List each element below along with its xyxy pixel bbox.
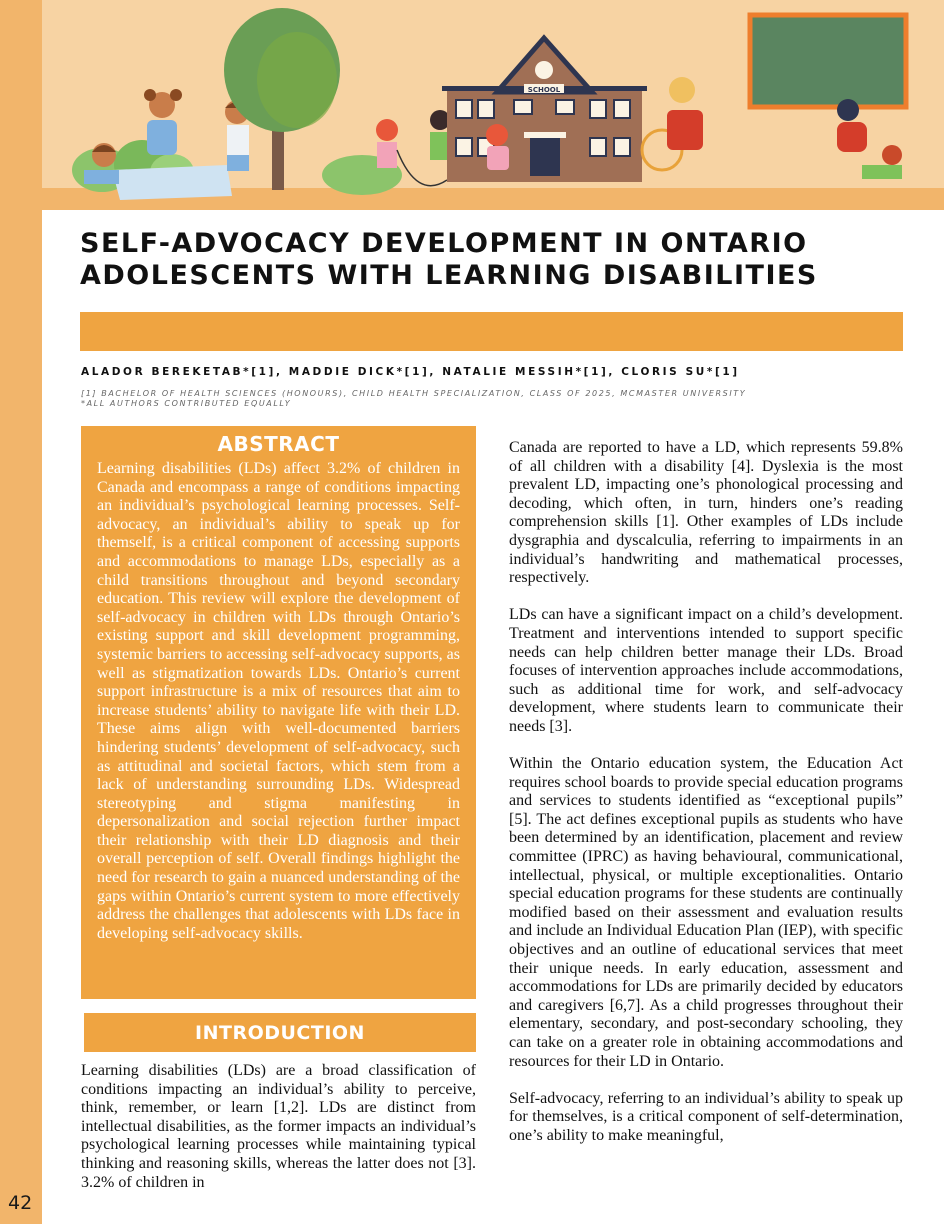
abstract-text: Learning disabilities (LDs) affect 3.2% of children in Canada and encompass a range of conditions impacting an individual’s psychological learning processes. Self-advocacy, an individual’s ability to speak up for themself, is a critical component of accessing supports and accommodations to manage LDs, especially as a child transitions throughout and beyond secondary education. This review will explore the development of self-advocacy in children with LDs through Ontario’s existing support and skill development programming, systemic barriers to accessing self-advocacy supports, as well as stigmatization towards LDs. Ontario’s current support infrastructure is a mix of resources that aim to increase students’ ability to navigate life with their LD. These aims align with well-documented barriers hindering students’ development of self-advocacy, such as attitudinal and societal factors, which stem from a lack of understanding surrounding LDs. Widespread stereotyping and stigma manifesting in depersonalization and social rejection further impact their relationship with their LD diagnosis and their overall perception of self. Overall findings highlight the need for research to gain a nuanced understanding of the gaps within Ontario’s current system to more effectively address the challenges that adolescents with LDs face in developing self-advocacy skills. xyxy=(97,460,460,942)
introduction-heading: INTRODUCTION xyxy=(195,1021,365,1044)
abstract-section xyxy=(81,426,476,999)
intro-paragraph: Learning disabilities (LDs) are a broad classification of conditions impacting an individual’s ability to perceive, think, remember, or learn [1,2]. LDs are distinct from intellectual disabilities, as the former impacts an individual’s psychological learning processes while maintaining typical thinking and reasoning skills, whereas the latter does not [3]. 3.2% of children in xyxy=(81,1062,476,1191)
affiliation: [1] BACHELOR OF HEALTH SCIENCES (HONOURS), CHILD HEALTH SPECIALIZATION, CLASS OF 2025, MCMASTER UNIVERSITY xyxy=(81,389,747,398)
title-line-2: ADOLESCENTS WITH LEARNING DISABILITIES xyxy=(80,260,818,291)
introduction-heading-box xyxy=(84,1013,476,1052)
title-accent-bar xyxy=(80,312,903,351)
intro-paragraph: Self-advocacy, referring to an individual’s ability to speak up for themselves, is a critical component of self-determination, one’s ability to make meaningful, xyxy=(509,1089,903,1144)
intro-paragraph: Within the Ontario education system, the Education Act requires school boards to provide special education programs and services to students identified as “exceptional pupils” [5]. The act defines exceptional pupils as students who have been determined by an identification, placement and review committee (IPRC) as having behavioural, communicational, intellectual, physical, or multiple exceptionalities. Ontario special education programs for these students are continually modified based on their assessment and evaluation results and include an Individual Education Plan (IEP), with specific objectives and an outline of educational services that meet their unique needs. In early education, assessment and accommodations for LDs are primarily decided by educators and caregivers [6,7]. As a child progresses throughout their elementary, secondary, and post-secondary schooling, they can take on a greater role in obtaining accommodations and resources for their LD in Ontario. xyxy=(509,755,903,1070)
author-list: ALADOR BEREKETAB*[1], MADDIE DICK*[1], NATALIE MESSIH*[1], CLORIS SU*[1] xyxy=(81,366,740,378)
contribution-note: *ALL AUTHORS CONTRIBUTED EQUALLY xyxy=(81,399,292,408)
header-illustration xyxy=(42,0,944,210)
right-column-body xyxy=(509,439,903,1164)
school-children-illustration xyxy=(42,0,944,210)
school-sign: SCHOOL xyxy=(527,86,561,94)
side-strip xyxy=(0,0,42,1224)
intro-paragraph: Canada are reported to have a LD, which represents 59.8% of all children with a disability [4]. Dyslexia is the most prevalent LD, impacting one’s phonological processing and decoding, which often, in turn, hinders one’s reading comprehension skills [1]. Other examples of LDs include dysgraphia and dyscalculia, referring to impairments in an individual’s handwriting and mathematical processes, respectively. xyxy=(509,439,903,587)
affiliation-block xyxy=(81,389,746,409)
title-line-1: SELF-ADVOCACY DEVELOPMENT IN ONTARIO xyxy=(80,228,808,259)
article-title xyxy=(80,228,880,292)
abstract-heading: ABSTRACT xyxy=(217,432,340,456)
left-column-body xyxy=(81,1062,476,1192)
intro-paragraph: LDs can have a significant impact on a child’s development. Treatment and interventions intended to support specific needs can help children better manage their LDs. Broad focuses of intervention approaches include accommodations, such as additional time for work, and self-advocacy development, where students learn to communicate their needs [3]. xyxy=(509,606,903,735)
page-number: 42 xyxy=(8,1192,33,1214)
